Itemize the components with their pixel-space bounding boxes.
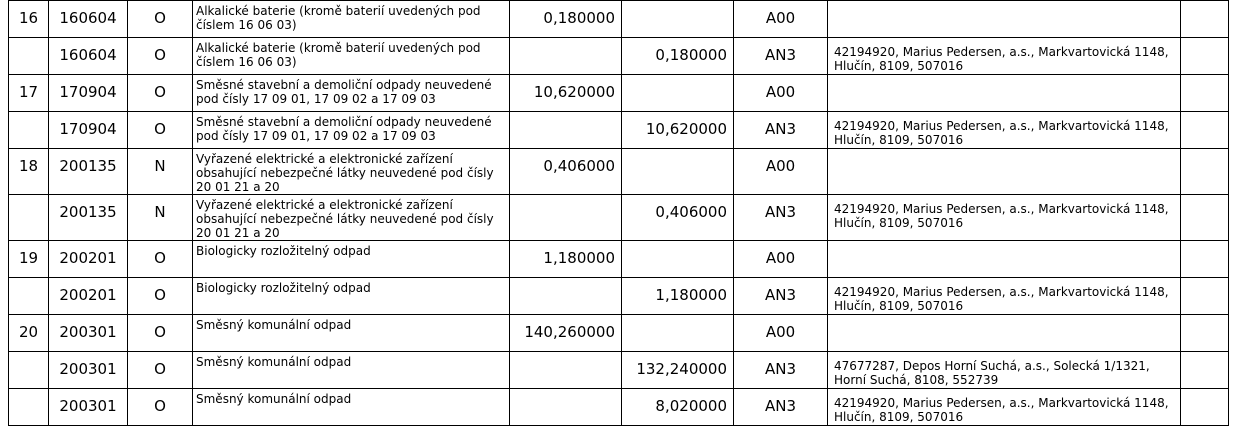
waste-name: Biologicky rozložitelný odpad (196, 244, 371, 258)
operation-code: A00 (734, 1, 828, 38)
handed-quantity: 8,020000 (622, 389, 734, 426)
table-row (9, 112, 1229, 149)
waste-name: Směsný komunální odpad (196, 392, 352, 406)
waste-name-cell (193, 38, 510, 75)
empty-cell (1181, 38, 1229, 75)
waste-records-table (8, 0, 1229, 426)
waste-code: 200301 (49, 389, 128, 426)
waste-name: Směsný komunální odpad (196, 355, 352, 369)
table-body (9, 1, 1229, 426)
handed-quantity (622, 315, 734, 352)
waste-code: 160604 (49, 1, 128, 38)
waste-category: O (128, 38, 193, 75)
waste-code: 200301 (49, 315, 128, 352)
waste-name: Směsné stavební a demoliční odpady neuvedené pod čísly 17 09 01, 17 09 02 a 17 09 03 (196, 115, 492, 143)
waste-code: 200201 (49, 278, 128, 315)
partner-info: 42194920, Marius Pedersen, a.s., Markvartovická 1148, Hlučín, 8109, 507016 (834, 202, 1169, 230)
waste-name: Vyřazené elektrické a elektronické zařízení obsahující nebezpečné látky neuvedené pod čísly 20 01 21 a 20 (196, 152, 494, 194)
waste-code: 160604 (49, 38, 128, 75)
partner-info: 42194920, Marius Pedersen, a.s., Markvartovická 1148, Hlučín, 8109, 507016 (834, 396, 1169, 424)
produced-quantity (510, 38, 622, 75)
table-row (9, 241, 1229, 278)
empty-cell (1181, 112, 1229, 149)
row-index (9, 389, 49, 426)
partner-cell (828, 241, 1181, 278)
empty-cell (1181, 352, 1229, 389)
partner-info: 42194920, Marius Pedersen, a.s., Markvartovická 1148, Hlučín, 8109, 507016 (834, 285, 1169, 313)
waste-name-cell (193, 195, 510, 241)
row-index: 19 (9, 241, 49, 278)
operation-code: A00 (734, 149, 828, 195)
empty-cell (1181, 278, 1229, 315)
partner-cell (828, 75, 1181, 112)
produced-quantity (510, 278, 622, 315)
waste-name-cell (193, 389, 510, 426)
waste-name-cell (193, 149, 510, 195)
table-row (9, 149, 1229, 195)
waste-name: Směsné stavební a demoliční odpady neuvedené pod čísly 17 09 01, 17 09 02 a 17 09 03 (196, 78, 492, 106)
handed-quantity: 0,180000 (622, 38, 734, 75)
produced-quantity (510, 389, 622, 426)
handed-quantity: 0,406000 (622, 195, 734, 241)
waste-name-cell (193, 1, 510, 38)
produced-quantity: 0,406000 (510, 149, 622, 195)
handed-quantity: 10,620000 (622, 112, 734, 149)
waste-code: 200201 (49, 241, 128, 278)
table-row (9, 195, 1229, 241)
waste-name-cell (193, 241, 510, 278)
empty-cell (1181, 149, 1229, 195)
partner-cell (828, 38, 1181, 75)
table-row (9, 278, 1229, 315)
row-index (9, 112, 49, 149)
waste-category: N (128, 195, 193, 241)
row-index: 20 (9, 315, 49, 352)
handed-quantity (622, 241, 734, 278)
waste-category: O (128, 389, 193, 426)
waste-code: 200135 (49, 149, 128, 195)
empty-cell (1181, 389, 1229, 426)
table-row (9, 389, 1229, 426)
waste-name-cell (193, 278, 510, 315)
handed-quantity: 132,240000 (622, 352, 734, 389)
operation-code: AN3 (734, 389, 828, 426)
row-index (9, 352, 49, 389)
table-row (9, 352, 1229, 389)
operation-code: AN3 (734, 195, 828, 241)
row-index: 16 (9, 1, 49, 38)
row-index: 18 (9, 149, 49, 195)
partner-cell (828, 112, 1181, 149)
row-index (9, 38, 49, 75)
waste-code: 200301 (49, 352, 128, 389)
operation-code: AN3 (734, 352, 828, 389)
waste-name: Alkalické baterie (kromě baterií uvedených pod číslem 16 06 03) (196, 41, 481, 69)
partner-cell (828, 315, 1181, 352)
empty-cell (1181, 241, 1229, 278)
waste-category: O (128, 315, 193, 352)
partner-info: 42194920, Marius Pedersen, a.s., Markvartovická 1148, Hlučín, 8109, 507016 (834, 119, 1169, 147)
empty-cell (1181, 1, 1229, 38)
produced-quantity: 10,620000 (510, 75, 622, 112)
produced-quantity: 1,180000 (510, 241, 622, 278)
produced-quantity (510, 352, 622, 389)
waste-category: O (128, 112, 193, 149)
partner-info: 47677287, Depos Horní Suchá, a.s., Solecká 1/1321, Horní Suchá, 8108, 552739 (834, 359, 1150, 387)
partner-info: 42194920, Marius Pedersen, a.s., Markvartovická 1148, Hlučín, 8109, 507016 (834, 45, 1169, 73)
empty-cell (1181, 315, 1229, 352)
table-row (9, 38, 1229, 75)
produced-quantity: 0,180000 (510, 1, 622, 38)
waste-code: 170904 (49, 112, 128, 149)
waste-name: Směsný komunální odpad (196, 318, 352, 332)
handed-quantity (622, 75, 734, 112)
waste-category: O (128, 1, 193, 38)
operation-code: AN3 (734, 278, 828, 315)
row-index (9, 278, 49, 315)
waste-name: Biologicky rozložitelný odpad (196, 281, 371, 295)
waste-category: O (128, 75, 193, 112)
partner-cell (828, 195, 1181, 241)
handed-quantity (622, 149, 734, 195)
waste-name-cell (193, 352, 510, 389)
produced-quantity (510, 195, 622, 241)
waste-category: O (128, 352, 193, 389)
operation-code: A00 (734, 315, 828, 352)
waste-name: Vyřazené elektrické a elektronické zařízení obsahující nebezpečné látky neuvedené pod čísly 20 01 21 a 20 (196, 198, 494, 240)
waste-category: O (128, 278, 193, 315)
handed-quantity (622, 1, 734, 38)
produced-quantity: 140,260000 (510, 315, 622, 352)
partner-cell (828, 1, 1181, 38)
partner-cell (828, 278, 1181, 315)
row-index (9, 195, 49, 241)
partner-cell (828, 389, 1181, 426)
operation-code: A00 (734, 241, 828, 278)
operation-code: AN3 (734, 112, 828, 149)
waste-code: 170904 (49, 75, 128, 112)
waste-category: N (128, 149, 193, 195)
waste-name-cell (193, 75, 510, 112)
handed-quantity: 1,180000 (622, 278, 734, 315)
waste-name-cell (193, 112, 510, 149)
empty-cell (1181, 195, 1229, 241)
waste-category: O (128, 241, 193, 278)
table-row (9, 1, 1229, 38)
partner-cell (828, 149, 1181, 195)
operation-code: A00 (734, 75, 828, 112)
partner-cell (828, 352, 1181, 389)
operation-code: AN3 (734, 38, 828, 75)
waste-name-cell (193, 315, 510, 352)
empty-cell (1181, 75, 1229, 112)
produced-quantity (510, 112, 622, 149)
table-row (9, 75, 1229, 112)
waste-code: 200135 (49, 195, 128, 241)
row-index: 17 (9, 75, 49, 112)
table-row (9, 315, 1229, 352)
waste-name: Alkalické baterie (kromě baterií uvedených pod číslem 16 06 03) (196, 4, 481, 32)
